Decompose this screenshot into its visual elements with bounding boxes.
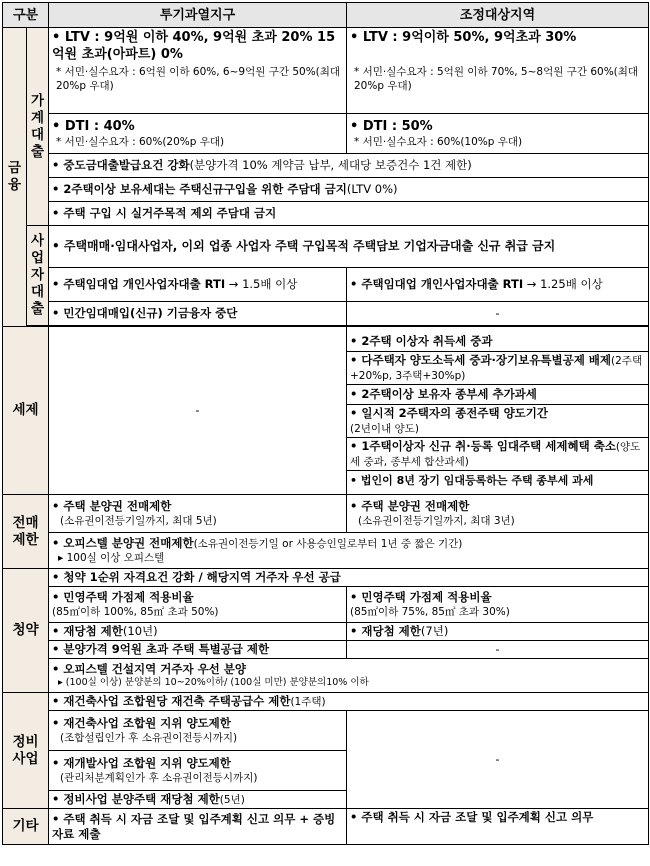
- table-row: [3, 28, 649, 114]
- first-rank-requirement: • 청약 1순위 자격요건 강화 / 해당지역 거주자 우선 공급: [49, 569, 649, 587]
- special-supply-adjustment: -: [347, 641, 649, 659]
- table-row: [3, 809, 649, 845]
- funding-plan-speculative: • 주택 취득 시 자금 조달 및 입주계획 신고 의무 + 증빙자료 제출: [49, 809, 347, 845]
- header-adjustment-zone: 조정대상지역: [347, 3, 649, 28]
- non-residential-mortgage-ban: • 주택 구입 시 실거주목적 제외 주담대 금지: [49, 202, 649, 226]
- rewin-adjustment: • 재당첨 제한(7년): [347, 623, 649, 641]
- table-row: [3, 226, 649, 268]
- redevelopment-transfer-limit: • 재개발사업 조합원 지위 양도제한 (관리처분계획인가 후 소유권이전등시까지): [49, 751, 347, 791]
- private-housing-point-speculative: • 민영주택 가점제 적용비율 (85㎡이하 100%, 85㎡ 초과 50%): [49, 587, 347, 623]
- rti-speculative: • 주택임대업 개인사업자대출 RTI → 1.5배 이상: [49, 268, 347, 302]
- special-supply-speculative: • 분양가격 9억원 초과 주택 특별공급 제한: [49, 641, 347, 659]
- table-row: [3, 495, 649, 533]
- table-row: [3, 533, 649, 569]
- resale-speculative: • 주택 분양권 전매제한 (소유권이전등기일까지, 최대 5년): [49, 495, 347, 533]
- dti-speculative: • DTI : 40% * 서민·실수요자 : 60%(20%p 우대): [49, 114, 347, 154]
- table-row: [3, 641, 649, 659]
- multi-home-mortgage-ban: • 2주택이상 보유세대는 주택신규구입을 위한 주담대 금지(LTV 0%): [49, 178, 649, 202]
- table-row: [3, 659, 649, 693]
- table-row: [3, 268, 649, 302]
- tax-adjustment: [347, 327, 649, 495]
- reconstruction-transfer-limit: • 재건축사업 조합원 지위 양도제한 (조합설립인가 후 소유권이전등시까지): [49, 711, 347, 751]
- table-row: [3, 693, 649, 711]
- interim-loan-requirement: • 중도금대출발급요건 강화(분양가격 10% 계약금 납부, 세대당 보증건수 1건 제한): [49, 154, 649, 178]
- rewin-speculative: • 재당첨 제한(10년): [49, 623, 347, 641]
- table-row: [3, 178, 649, 202]
- table-header-row: [3, 3, 649, 28]
- ltv-adjustment: • LTV : 9억이하 50%, 9억초과 30% * 서민·실수요자 : 5억원 이하 70%, 5~8억원 구간 60%(최대 20%p 우대): [347, 28, 649, 114]
- business-loan-ban: • 주택매매·임대사업자, 이외 업종 사업자 주택 구입목적 주택담보 기업자금대출 신규 취급 금지: [49, 226, 649, 268]
- table-row: [3, 114, 649, 154]
- business-loan-label: 사 업 자 대 출: [27, 226, 49, 326]
- tax-speculative: -: [49, 327, 347, 495]
- redevelopment-label: 정비 사업: [3, 693, 49, 809]
- list-item: • 법인이 8년 장기 임대등록하는 주택 종부세 과세: [350, 473, 594, 487]
- table-row: [3, 711, 649, 751]
- funding-plan-adjustment: • 주택 취득 시 자금 조달 및 입주계획 신고 의무: [347, 809, 649, 845]
- table-row: [3, 569, 649, 587]
- list-item: • 1주택이상자 신규 취·등록 임대주택 세제혜택 축소(양도세 중과, 종부세 합산과세): [347, 438, 648, 471]
- officetel-resale-restriction: • 오피스텔 분양권 전매제한(소유권이전등기일 or 사용승인일로부터 1년 중 짧은 기간) ▸ 100실 이상 오피스텔: [49, 533, 649, 569]
- private-housing-point-adjustment: • 민영주택 가점제 적용비율 (85㎡이하 75%, 85㎡ 초과 30%): [347, 587, 649, 623]
- other-label: 기타: [3, 809, 49, 845]
- officetel-priority-supply: • 오피스텔 건설지역 거주자 우선 분양 ▸ (100실 이상) 분양분의 10~20%이하/ (100실 미만) 분양분의10% 이하: [49, 659, 649, 693]
- private-rental-fund-stop: • 민간임대매입(신규) 기금융자 중단: [49, 302, 347, 326]
- table-row: [3, 202, 649, 226]
- subscription-label: 청약: [3, 569, 49, 693]
- reconstruction-supply-limit: • 재건축사업 조합원당 재건축 주택공급수 제한(1주택): [49, 693, 649, 711]
- rti-adjustment: • 주택임대업 개인사업자대출 RTI → 1.25배 이상: [347, 268, 649, 302]
- redevelopment-adjustment: -: [347, 711, 649, 809]
- ltv-speculative: • LTV : 9억원 이하 40%, 9억원 초과 20% 15억원 초과(아파트) 0% * 서민·실수요자 : 6억원 이하 60%, 6~9억원 구간 50%(최대 20%p 우대): [49, 28, 347, 114]
- table-row: [3, 587, 649, 623]
- resale-adjustment: • 주택 분양권 전매제한 (소유권이전등기일까지, 최대 3년): [347, 495, 649, 533]
- list-item: • 다주택자 양도소득세 중과·장기보유특별공제 배제(2주택+20%p, 3주택+30%p): [347, 352, 648, 385]
- table-row: [3, 302, 649, 326]
- dti-adjustment: • DTI : 50% * 서민·실수요자 : 60%(10%p 우대): [347, 114, 649, 154]
- table-row: [3, 327, 649, 495]
- tax-label: 세제: [3, 327, 49, 495]
- resale-label: 전매 제한: [3, 495, 49, 569]
- regulation-table: [2, 2, 649, 845]
- header-speculative-zone: 투기과열지구: [49, 3, 347, 28]
- table-row: [3, 154, 649, 178]
- household-loan-label: 가 계 대 출: [27, 28, 49, 226]
- finance-label: 금 융: [3, 28, 27, 327]
- table-row: [3, 623, 649, 641]
- private-rental-fund-none: -: [347, 302, 649, 326]
- redevelopment-rewin-limit: • 정비사업 분양주택 재당첨 제한(5년): [49, 791, 347, 809]
- header-category: 구분: [3, 3, 49, 28]
- list-item: • 2주택이상 보유자 종부세 추가과세: [347, 385, 648, 405]
- list-item: • 일시적 2주택자의 종전주택 양도기간 (2년이내 양도): [347, 405, 648, 438]
- list-item: • 2주택 이상자 취득세 중과: [347, 332, 648, 352]
